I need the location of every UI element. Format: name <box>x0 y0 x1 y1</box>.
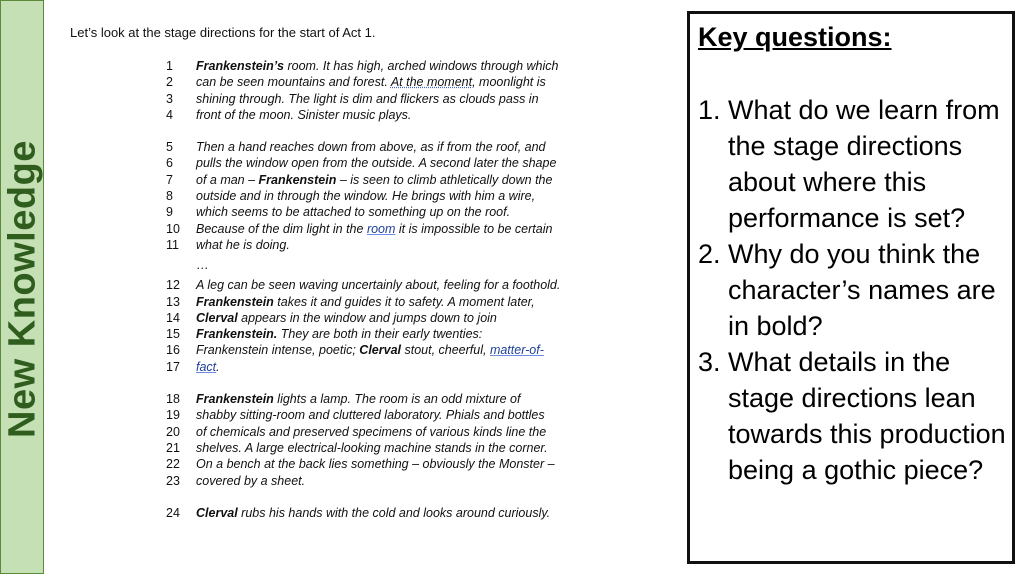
line-text <box>196 294 535 310</box>
key-questions-list <box>698 92 1014 488</box>
line-text <box>196 139 546 155</box>
script-line <box>166 107 626 123</box>
line-text <box>196 188 535 204</box>
line-text: … <box>196 258 209 273</box>
script-line <box>166 155 626 171</box>
text-segment: front of the moon. Sinister music plays. <box>196 107 412 122</box>
character-name: Frankenstein <box>196 294 274 309</box>
text-segment: room. It has high, arched windows through which <box>284 59 559 73</box>
character-name: Clerval <box>196 310 238 325</box>
script-line <box>166 188 626 204</box>
text-segment: of chemicals and preserved specimens of various kinds line the <box>196 424 547 439</box>
character-name: Frankenstein <box>258 172 337 187</box>
line-text <box>196 473 305 489</box>
line-number: 9 <box>166 205 173 220</box>
line-number: 18 <box>166 392 180 407</box>
line-text <box>196 58 558 74</box>
script-line <box>166 456 626 472</box>
line-text <box>196 424 546 440</box>
line-text <box>196 172 552 188</box>
question-number: 1. <box>698 95 721 125</box>
text-segment: outside and in through the window. He brings with him a wire, <box>196 189 536 204</box>
script-line <box>166 221 626 237</box>
text-segment: On a bench at the back lies something – obviously the Monster – <box>196 457 555 472</box>
line-text <box>196 221 552 237</box>
question-text: What do we learn from the stage directions about where this performance is set? <box>728 95 1000 233</box>
line-number: 1 <box>166 59 173 73</box>
script-line <box>166 294 626 310</box>
text-segment: At the moment <box>390 75 473 90</box>
key-question-item <box>698 344 1014 488</box>
script-line <box>166 139 626 155</box>
script-line <box>166 424 626 440</box>
line-text <box>196 359 220 375</box>
line-number: 22 <box>166 457 180 472</box>
script-line <box>166 253 626 277</box>
text-segment: it is impossible to be certain <box>395 221 553 236</box>
script-line <box>166 359 626 375</box>
line-text <box>196 456 555 472</box>
text-segment: They are both in their early twenties: <box>277 327 483 342</box>
text-segment: lights a lamp. The room is an odd mixture of <box>273 392 521 407</box>
line-number: 6 <box>166 156 173 171</box>
text-segment: rubs his hands with the cold and looks around curiously. <box>237 505 551 520</box>
script-line <box>166 407 626 423</box>
hyperlink-word[interactable]: matter-of- <box>489 343 544 358</box>
script-line <box>166 391 626 407</box>
stage-directions-excerpt <box>166 58 626 521</box>
script-line <box>166 342 626 358</box>
line-text <box>196 505 550 521</box>
line-text <box>196 155 556 171</box>
text-segment: of a man – <box>196 172 259 187</box>
text-segment: stout, cheerful, <box>401 343 490 358</box>
text-segment: takes it and guides it to safety. A moment later, <box>273 294 535 309</box>
text-segment: covered by a sheet. <box>196 473 306 488</box>
key-question-item <box>698 92 1014 236</box>
line-text <box>196 391 520 407</box>
text-segment: appears in the window and jumps down to join <box>237 310 497 325</box>
line-text <box>196 237 290 253</box>
line-number: 19 <box>166 408 180 423</box>
question-number: 3. <box>698 347 721 377</box>
question-text: What details in the stage directions lean towards this production being a gothic piece? <box>728 347 1006 485</box>
line-text <box>196 342 544 358</box>
character-name: Frankenstein <box>196 392 274 407</box>
script-line <box>166 326 626 342</box>
character-name: Frankenstein. <box>196 327 278 342</box>
line-number: 7 <box>166 172 173 187</box>
text-segment: shabby sitting-room and cluttered laboratory. Phials and bottles <box>196 408 545 423</box>
line-number: 14 <box>166 310 180 325</box>
line-text <box>196 407 545 423</box>
line-text <box>196 310 497 326</box>
text-segment: shelves. A large electrical-looking machine stands in the corner. <box>196 440 548 455</box>
line-number: 2 <box>166 75 173 90</box>
script-line <box>166 74 626 90</box>
character-name: Clerval <box>196 505 238 520</box>
script-line <box>166 473 626 489</box>
script-line <box>166 310 626 326</box>
script-line <box>166 277 626 293</box>
script-line <box>166 91 626 107</box>
line-text <box>196 74 546 90</box>
key-questions-title: Key questions: <box>698 22 892 52</box>
text-segment: shining through. The light is dim and flickers as clouds pass in <box>196 91 539 106</box>
line-number: 20 <box>166 424 180 439</box>
hyperlink-word[interactable]: room <box>366 221 396 236</box>
script-line <box>166 172 626 188</box>
character-name: Frankenstein’s <box>196 59 285 73</box>
line-number: 12 <box>166 278 180 293</box>
line-number: 15 <box>166 327 180 342</box>
line-text <box>196 440 548 456</box>
text-segment: can be seen mountains and forest. <box>196 75 391 90</box>
character-name: Clerval <box>359 343 401 358</box>
line-number: 17 <box>166 359 180 374</box>
new-knowledge-banner <box>0 0 44 574</box>
line-number: 23 <box>166 473 180 488</box>
line-number: 24 <box>166 505 180 520</box>
line-number: 8 <box>166 189 173 204</box>
line-number: 5 <box>166 140 173 155</box>
text-segment: which seems to be attached to something up on the roof. <box>196 205 511 220</box>
line-number: 4 <box>166 107 173 122</box>
script-line <box>166 204 626 220</box>
text-segment: Frankenstein intense, poetic; <box>196 343 360 358</box>
line-number: 3 <box>166 91 173 106</box>
line-text <box>196 204 510 220</box>
text-segment: pulls the window open from the outside. A second later the shape <box>196 156 557 171</box>
script-line <box>166 58 626 74</box>
text-segment: , moonlight is <box>472 75 546 90</box>
line-number: 10 <box>166 221 180 236</box>
key-questions-box <box>687 11 1015 564</box>
script-line <box>166 440 626 456</box>
text-segment: . <box>216 359 220 374</box>
line-text <box>196 277 560 293</box>
hyperlink-word[interactable]: fact <box>196 359 217 374</box>
line-text <box>196 91 539 107</box>
line-number <box>166 253 196 277</box>
banner-label: New Knowledge <box>1 140 44 438</box>
text-segment: Then a hand reaches down from above, as if from the roof, and <box>196 140 546 155</box>
question-text: Why do you think the character’s names are in bold? <box>728 239 996 341</box>
line-number: 21 <box>166 440 180 455</box>
line-text <box>196 326 482 342</box>
line-number: 16 <box>166 343 180 358</box>
script-line <box>166 237 626 253</box>
text-segment: Because of the dim light in the <box>196 221 367 236</box>
text-segment: A leg can be seen waving uncertainly about, feeling for a foothold. <box>196 278 561 293</box>
text-segment: – is seen to climb athletically down the <box>336 172 553 187</box>
text-segment: what he is doing. <box>196 237 290 252</box>
script-line <box>166 505 626 521</box>
line-number: 11 <box>166 237 179 252</box>
line-number: 13 <box>166 294 180 309</box>
question-number: 2. <box>698 239 721 269</box>
key-question-item <box>698 236 1014 344</box>
intro-text: Let’s look at the stage directions for the start of Act 1. <box>70 25 376 40</box>
line-text <box>196 107 411 123</box>
